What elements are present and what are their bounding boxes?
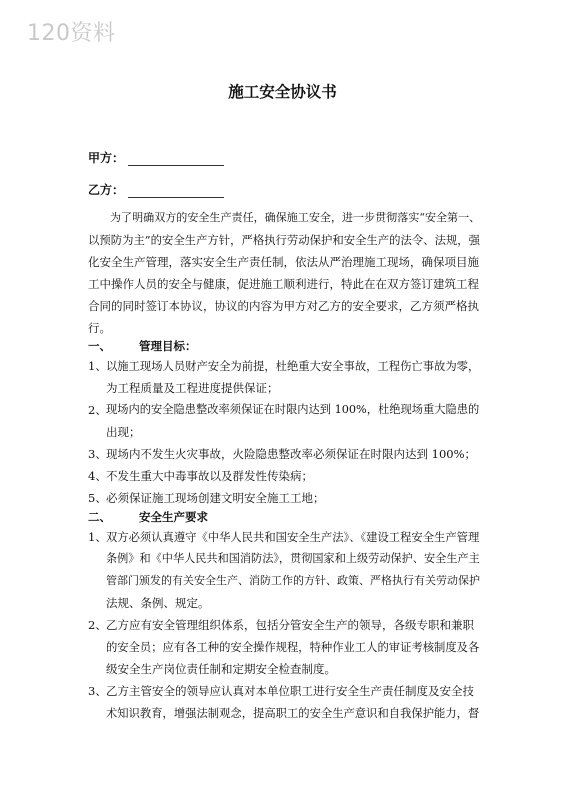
party-a-line bbox=[88, 150, 224, 166]
list-item-text: 术知识教育，增强法制观念，提高职工的安全生产意识和自我保护能力，督 bbox=[106, 706, 480, 720]
section-number: 二、 bbox=[88, 510, 111, 524]
list-item-number: 4、 bbox=[88, 469, 107, 483]
party-b-label: 乙方： bbox=[88, 183, 125, 197]
party-b-line bbox=[88, 182, 224, 198]
list-item-number: 3、 bbox=[88, 684, 107, 698]
section-label: 安全生产要求 bbox=[139, 510, 208, 524]
list-item-number: 3、 bbox=[88, 447, 107, 461]
list-item-text: 管部门颁发的有关安全生产、消防工作的方针、政策、严格执行有关劳动保护 bbox=[106, 574, 480, 587]
party-a-blank bbox=[128, 151, 224, 166]
list-item-text: 级安全生产岗位责任制和定期安全检查制度。 bbox=[106, 662, 336, 676]
list-item-text: 的安全员；应有各工种的安全操作规程，特种作业工人的审证考核制度及各 bbox=[106, 640, 480, 654]
party-b-blank bbox=[128, 183, 224, 198]
list-item-number: 2、 bbox=[88, 403, 107, 417]
intro-line: 合同的同时签订本协议，协议的内容为甲方对乙方的安全要求，乙方须严格执 bbox=[88, 299, 479, 313]
intro-line: 为了明确双方的安全生产责任，确保施工安全，进一步贯彻落实“安全第一、 bbox=[110, 211, 481, 224]
party-a-label: 甲方： bbox=[88, 151, 125, 165]
intro-line: 以预防为主”的安全生产方针，严格执行劳动保护和安全生产的法令、法规，强 bbox=[88, 233, 481, 247]
section-heading bbox=[88, 509, 208, 525]
list-item-text: 为工程质量及工程进度提供保证； bbox=[106, 381, 279, 395]
watermark-logo: 120资料 bbox=[27, 21, 116, 46]
list-item-text: 以施工现场人员财产安全为前提，杜绝重大安全事故，工程伤亡事故为零， bbox=[106, 359, 480, 373]
intro-line: 化安全生产管理，落实安全生产责任制，依法从严治理施工现场，确保项目施 bbox=[88, 255, 479, 269]
list-item-text: 乙方应有安全管理组织体系，包括分管安全生产的领导，各级专职和兼职 bbox=[106, 618, 474, 632]
list-item-number: 1、 bbox=[88, 359, 107, 373]
list-item-text: 法规、条例、规定。 bbox=[106, 596, 210, 610]
list-item-text: 条例》和《中华人民共和国消防法》，贯彻国家和上级劳动保护、安全生产主 bbox=[106, 552, 480, 565]
list-item-number: 2、 bbox=[88, 618, 107, 632]
list-item-number: 5、 bbox=[88, 491, 107, 505]
section-label: 管理目标： bbox=[139, 339, 197, 353]
list-item-text: 出现； bbox=[106, 425, 141, 439]
list-item-text: 现场内不发生火灾事故，火险隐患整改率必须保证在时限内达到 100%； bbox=[106, 447, 477, 461]
list-item-number: 1、 bbox=[88, 530, 107, 544]
intro-line: 行。 bbox=[88, 321, 111, 335]
intro-line: 工中操作人员的安全与健康，促进施工顺利进行，特此在在双方签订建筑工程 bbox=[88, 277, 479, 291]
section-number: 一、 bbox=[88, 339, 111, 353]
document-title: 施工安全协议书 bbox=[228, 83, 337, 101]
list-item-text: 乙方主管安全的领导应认真对本单位职工进行安全生产责任制度及安全技 bbox=[106, 684, 474, 698]
section-heading bbox=[88, 338, 197, 354]
list-item-text: 双方必须认真遵守《中华人民共和国安全生产法》、《建设工程安全生产管理 bbox=[106, 530, 480, 544]
list-item-text: 不发生重大中毒事故以及群发性传染病； bbox=[106, 469, 313, 483]
list-item-text: 必须保证施工现场创建文明安全施工工地； bbox=[106, 491, 325, 505]
list-item-text: 现场内的安全隐患整改率须保证在时限内达到 100%，杜绝现场重大隐患的 bbox=[106, 403, 480, 416]
